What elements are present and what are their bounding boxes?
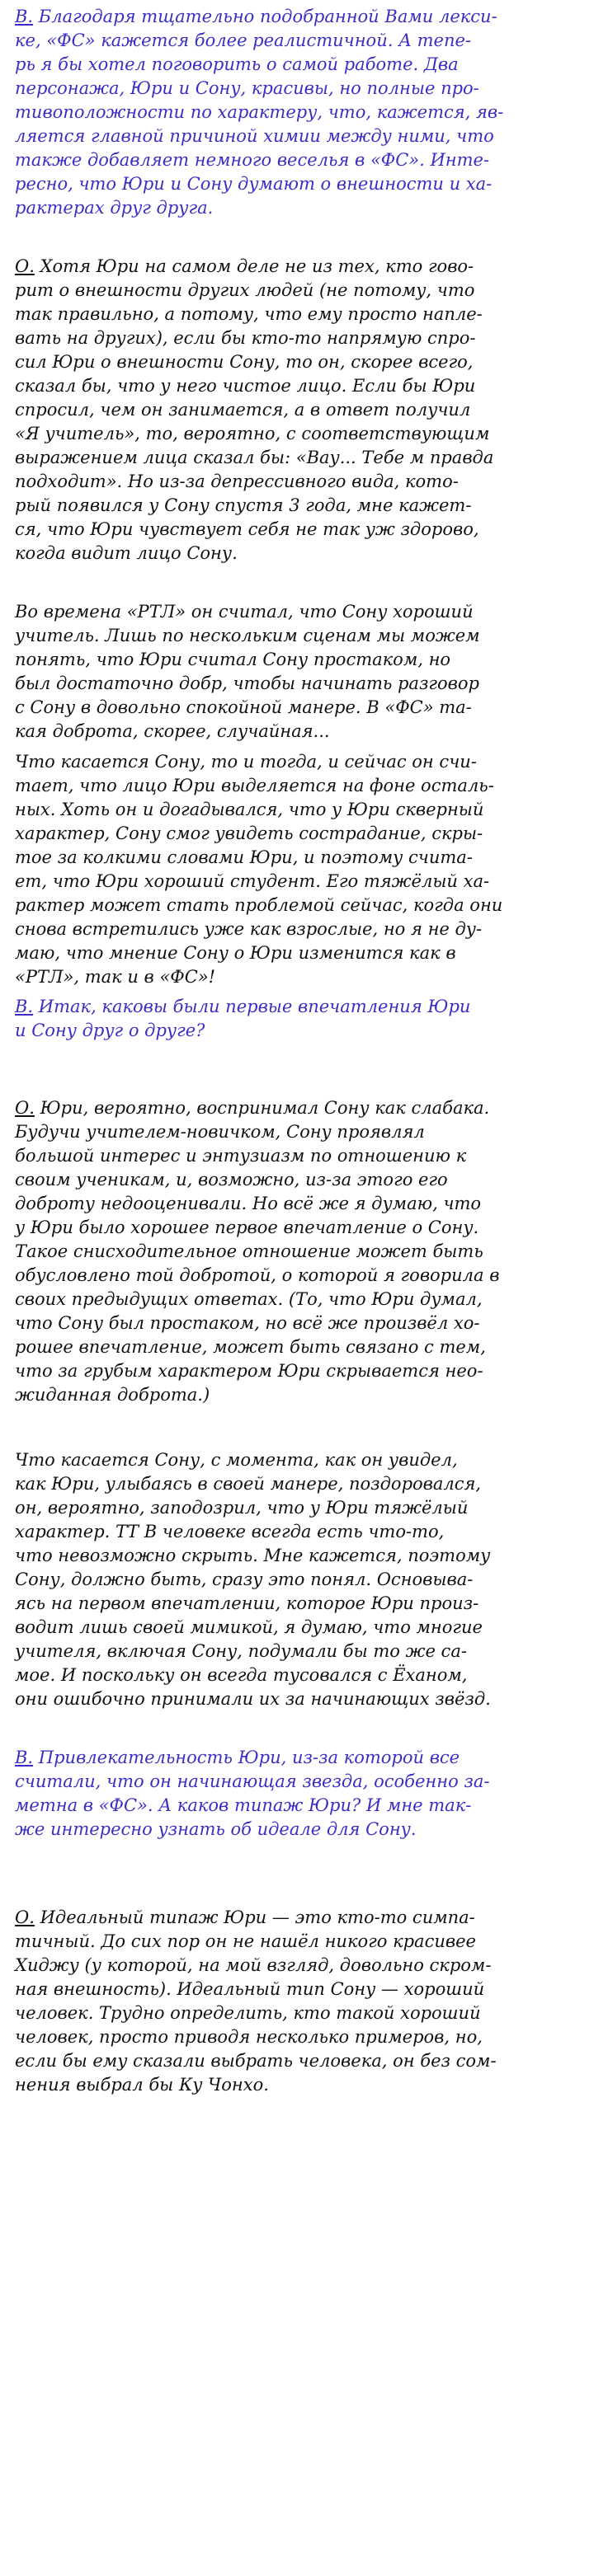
line-text: ная внешность). Идеальный тип Сону — хороший [15,1979,485,1999]
text-line [15,470,579,494]
question-paragraph [15,995,579,1043]
question-paragraph [15,1746,579,1842]
text-line [15,1192,579,1216]
text-line [15,720,579,744]
line-text: рактер может стать проблемой сейчас, когда они [15,895,503,915]
text-line [15,1687,579,1711]
text-line [15,1288,579,1311]
line-text: с Сону в довольно спокойной манере. В «ФС» та- [15,697,472,717]
line-text: Юри, вероятно, воспринимал Сону как слабака. [40,1098,490,1118]
text-line [15,1120,579,1144]
line-text: характер, Сону смог увидеть сострадание, скры- [15,823,483,843]
line-text: Сону, должно быть, сразу это понял. Основыва- [15,1570,474,1589]
text-line [15,1264,579,1288]
line-text: Будучи учителем-новичком, Сону проявлял [15,1122,425,1142]
line-text: Что касается Сону, с момента, как он увидел, [15,1450,458,1470]
text-line [15,196,579,220]
line-text: сказал бы, что у него чистое лицо. Если бы Юри [15,376,476,396]
line-text: нения выбрал бы Ку Чонхо. [15,2075,269,2095]
text-line [15,1359,579,1383]
line-text: рошее впечатление, может быть связано с тем, [15,1337,486,1357]
answer-marker: О. [15,256,35,276]
text-line [15,1448,579,1472]
line-text: маю, что мнение Сону о Юри изменится как в [15,943,456,963]
text-line [15,148,579,172]
line-text: ке, «ФС» кажется более реалистичной. А тепе- [15,30,472,50]
line-text: Хотя Юри на самом деле не из тех, кто гово- [40,256,474,276]
line-text: человек. Трудно определить, кто такой хороший [15,2003,481,2023]
text-line [15,1978,579,2001]
line-text: ляется главной причиной химии между ними, что [15,126,494,146]
line-text: метна в «ФС». А каков типаж Юри? И мне так- [15,1795,472,1815]
text-line [15,398,579,422]
line-text: же интересно узнать об идеале для Сону. [15,1819,417,1839]
answer-marker: О. [15,1098,35,1118]
text-line [15,1096,579,1120]
text-line [15,326,579,350]
text-line [15,1472,579,1496]
text-line [15,1544,579,1568]
line-text: Благодаря тщательно подобранной Вами лекси- [38,7,497,26]
text-line [15,124,579,148]
text-line [15,995,579,1019]
text-line [15,1335,579,1359]
text-line [15,101,579,124]
line-text: «Я учитель», то, вероятно, с соответствующим [15,424,490,443]
line-text: учителя, включая Сону, подумали бы то же са- [15,1641,467,1661]
line-text: и Сону друг о друге? [15,1021,205,1040]
line-text: так правильно, а потому, что ему просто напле- [15,304,483,324]
answer-marker: О. [15,1907,35,1927]
answer-paragraph [15,1448,579,1711]
line-text: Привлекательность Юри, из-за которой все [38,1748,460,1767]
text-line [15,894,579,917]
line-text: Во времена «РТЛ» он считал, что Сону хороший [15,602,474,622]
line-text: своим ученикам, и, возможно, из-за этого его [15,1170,448,1189]
line-text: у Юри было хорошее первое впечатление о Сону. [15,1218,479,1237]
answer-paragraph [15,600,579,744]
text-line [15,1019,579,1043]
text-line [15,1496,579,1520]
line-text: рый появился у Сону спустя 3 года, мне кажет- [15,495,472,515]
line-text: водит лишь своей мимикой, я думаю, что многие [15,1617,483,1637]
line-text: рактерах друг друга. [15,198,214,218]
text-line [15,648,579,672]
line-text: сил Юри о внешности Сону, то он, скорее всего, [15,352,474,372]
line-text: снова встретились уже как взрослые, но я не ду- [15,919,483,939]
question-marker: В. [15,7,34,26]
text-line [15,1383,579,1407]
line-text: тивоположности по характеру, что, кажется, яв- [15,102,504,122]
text-line [15,53,579,77]
text-line [15,1930,579,1954]
text-line [15,798,579,822]
line-text: ных. Хоть он и догадывался, что у Юри скверный [15,800,484,819]
text-line [15,1818,579,1842]
text-line [15,750,579,774]
text-line [15,5,579,29]
text-line [15,1954,579,1978]
text-line [15,941,579,965]
line-text: как Юри, улыбаясь в своей манере, поздоровался, [15,1474,482,1494]
line-text: тое за колкими словами Юри, и поэтому счита- [15,847,473,867]
answer-paragraph [15,750,579,989]
line-text: Такое снисходительное отношение может быть [15,1241,483,1261]
line-text: подходит». Но из-за депрессивного вида, кото- [15,472,459,491]
line-text: спросил, чем он занимается, а в ответ получил [15,400,471,420]
text-line [15,1616,579,1640]
text-line [15,2049,579,2073]
line-text: тает, что лицо Юри выделяется на фоне осталь- [15,776,494,795]
line-text: что Сону был простаком, но всё же произвёл хо- [15,1313,480,1333]
line-text: кая доброта, скорее, случайная... [15,721,330,741]
answer-paragraph [15,1906,579,2097]
line-text: он, вероятно, заподозрил, что у Юри тяжёлый [15,1498,469,1518]
line-text: рь я бы хотел поговорить о самой работе. Два [15,54,459,74]
text-line [15,870,579,894]
line-text: был достаточно добр, чтобы начинать разговор [15,673,479,693]
line-text: что за грубым характером Юри скрывается нео- [15,1361,483,1381]
text-line [15,624,579,648]
text-line [15,696,579,720]
text-line [15,77,579,101]
line-text: понять, что Юри считал Сону простаком, но [15,650,451,669]
text-line [15,1794,579,1818]
answer-paragraph [15,1096,579,1407]
line-text: Хиджу (у которой, на мой взгляд, довольно скром- [15,1955,492,1975]
text-line [15,1592,579,1616]
line-text: что невозможно скрыть. Мне кажется, поэтому [15,1546,491,1565]
text-line [15,374,579,398]
line-text: если бы ему сказали выбрать человека, он без сом- [15,2051,497,2071]
text-line [15,518,579,542]
text-line [15,2025,579,2049]
text-line [15,350,579,374]
line-text: человек, просто приводя несколько примеров, но, [15,2027,483,2047]
text-line [15,255,579,279]
text-line [15,1520,579,1544]
line-text: большой интерес и энтузиазм по отношению к [15,1146,467,1166]
text-line [15,279,579,303]
line-text: они ошибочно принимали их за начинающих звёзд. [15,1689,491,1709]
text-line [15,172,579,196]
line-text: рит о внешности других людей (не потому, что [15,280,475,300]
line-text: когда видит лицо Сону. [15,543,238,563]
text-line [15,29,579,53]
question-marker: В. [15,997,34,1016]
answer-paragraph [15,255,579,565]
text-line [15,1216,579,1240]
line-text: характер. ТТ В человеке всегда есть что-то, [15,1522,445,1541]
line-text: выражением лица сказал бы: «Вау... Тебе м правда [15,448,494,467]
line-text: считали, что он начинающая звезда, особенно за- [15,1771,490,1791]
text-line [15,1168,579,1192]
text-line [15,422,579,446]
line-text: жиданная доброта.) [15,1385,210,1405]
line-text: Идеальный типаж Юри — это кто-то симпа- [40,1907,475,1927]
line-text: ясь на первом впечатлении, которое Юри произ- [15,1593,479,1613]
question-paragraph [15,5,579,220]
line-text: тичный. До сих пор он не нашёл никого красивее [15,1931,476,1951]
text-line [15,600,579,624]
text-line [15,1311,579,1335]
line-text: Итак, каковы были первые впечатления Юри [38,997,471,1016]
text-line [15,846,579,870]
line-text: обусловлено той добротой, о которой я говорила в [15,1265,500,1285]
line-text: ся, что Юри чувствует себя не так уж здорово, [15,519,479,539]
text-line [15,1746,579,1770]
line-text: доброту недооценивали. Но всё же я думаю, что [15,1194,482,1213]
text-line [15,2001,579,2025]
text-line [15,2073,579,2097]
text-line [15,1640,579,1663]
line-text: ет, что Юри хороший студент. Его тяжёлый ха- [15,871,490,891]
line-text: персонажа, Юри и Сону, красивы, но полные про- [15,78,479,98]
text-line [15,672,579,696]
text-line [15,917,579,941]
text-line [15,1770,579,1794]
line-text: «РТЛ», так и в «ФС»! [15,967,216,987]
text-line [15,494,579,518]
text-line [15,303,579,326]
line-text: своих предыдущих ответах. (То, что Юри думал, [15,1289,483,1309]
line-text: вать на других), если бы кто-то напрямую спро- [15,328,476,348]
text-line [15,1568,579,1592]
line-text: также добавляет немного веселья в «ФС». Инте- [15,150,490,170]
line-text: Что касается Сону, то и тогда, и сейчас он счи- [15,752,477,772]
text-line [15,542,579,565]
text-line [15,1240,579,1264]
line-text: учитель. Лишь по нескольким сценам мы можем [15,626,480,645]
text-line [15,1663,579,1687]
text-line [15,774,579,798]
text-line [15,822,579,846]
line-text: ресно, что Юри и Сону думают о внешности и ха- [15,174,493,194]
text-line [15,1144,579,1168]
text-line [15,965,579,989]
question-marker: В. [15,1748,34,1767]
text-line [15,446,579,470]
line-text: мое. И поскольку он всегда тусовался с Ёханом, [15,1665,468,1685]
text-line [15,1906,579,1930]
